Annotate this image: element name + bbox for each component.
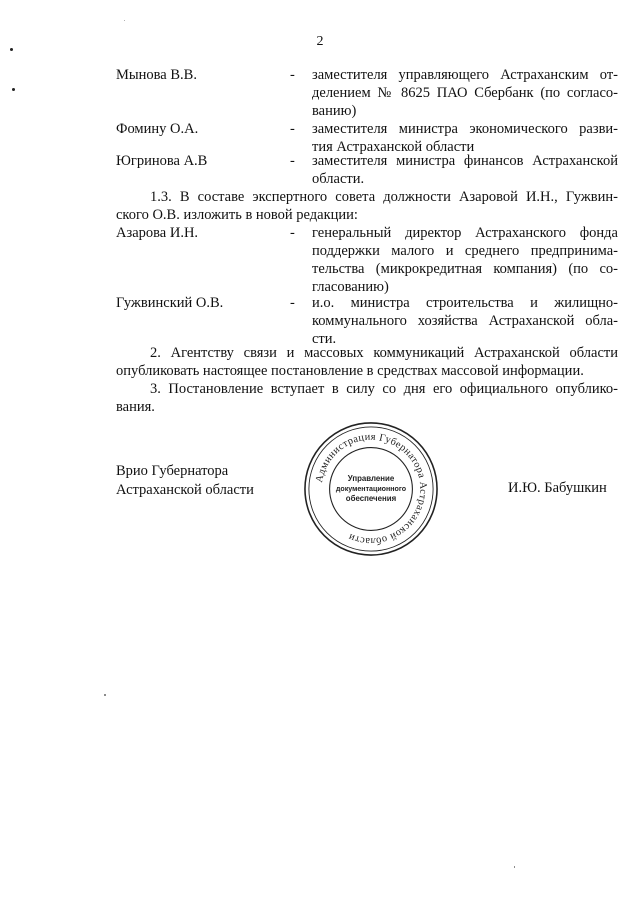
signatory-position <box>116 462 254 500</box>
scan-speck <box>514 866 515 868</box>
clause-1-3 <box>116 188 618 224</box>
member-position-line: делением № 8625 ПАО Сбербанк (по согласо- <box>312 85 618 101</box>
member-position-line: тельства (микрокредитная компания) (по со- <box>312 261 618 277</box>
member-name: Азарова И.Н. <box>116 225 199 241</box>
seal-center-line: документационного <box>335 484 407 493</box>
scan-speck <box>10 48 13 51</box>
member-row <box>116 120 616 156</box>
scan-speck <box>104 694 106 696</box>
member-position <box>312 120 618 156</box>
clause-3 <box>116 380 618 416</box>
clause-line: ского О.В. изложить в новой редакции: <box>116 207 358 223</box>
dash: - <box>290 67 295 83</box>
member-row <box>116 294 616 348</box>
member-name: Фомину О.А. <box>116 121 199 137</box>
page-number: 2 <box>316 34 324 49</box>
seal-center-line: Управление <box>347 474 395 484</box>
member-position-line: поддержки малого и среднего предпринима- <box>312 243 618 259</box>
member-position-line: и.о. министра строительства и жилищно- <box>312 295 618 311</box>
member-row <box>116 224 616 296</box>
member-position-line: заместителя управляющего Астраханским от- <box>312 67 618 83</box>
seal-ring-text: Администрация Губернатора Астраханской области <box>314 431 429 547</box>
member-position <box>312 152 618 188</box>
member-name: Югринова А.В <box>116 153 208 169</box>
member-name: Мынова В.В. <box>116 67 197 83</box>
scan-speck <box>12 88 15 91</box>
dash: - <box>290 295 295 311</box>
member-name: Гужвинский О.В. <box>116 295 224 311</box>
member-position-line: гласованию) <box>312 279 389 295</box>
member-position-line: генеральный директор Астраханского фонда <box>312 225 618 241</box>
clause-line: 3. Постановление вступает в силу со дня его официального опублико- <box>150 381 618 397</box>
official-seal <box>302 420 440 558</box>
clause-line: 1.3. В составе экспертного совета должности Азаровой И.Н., Гужвин- <box>150 189 618 205</box>
dash: - <box>290 121 295 137</box>
clause-line: опубликовать настоящее постановление в средствах массовой информации. <box>116 363 584 379</box>
member-position-line: заместителя министра финансов Астраханской <box>312 153 618 169</box>
member-position <box>312 294 618 348</box>
member-position-line: заместителя министра экономического разви- <box>312 121 618 137</box>
seal-center-line: обеспечения <box>345 493 397 503</box>
dash: - <box>290 153 295 169</box>
member-position-line: коммунального хозяйства Астраханской обла- <box>312 313 618 329</box>
clause-line: 2. Агентству связи и массовых коммуникаций Астраханской области <box>150 345 618 361</box>
clause-2 <box>116 344 618 380</box>
member-position-line: тия Астраханской области <box>312 139 475 155</box>
signatory-name: И.Ю. Бабушкин <box>508 480 607 496</box>
member-position <box>312 224 618 296</box>
signatory-position-line: Врио Губернатора <box>116 463 229 479</box>
dash: - <box>290 225 295 241</box>
member-position-line: ванию) <box>312 103 357 119</box>
member-position-line: области. <box>312 171 365 187</box>
signatory-position-line: Астраханской области <box>116 482 254 498</box>
scan-speck <box>124 20 125 21</box>
member-position <box>312 66 618 120</box>
member-row <box>116 152 616 188</box>
member-row <box>116 66 616 120</box>
clause-line: вания. <box>116 399 155 415</box>
member-position-line: сти. <box>312 331 337 347</box>
